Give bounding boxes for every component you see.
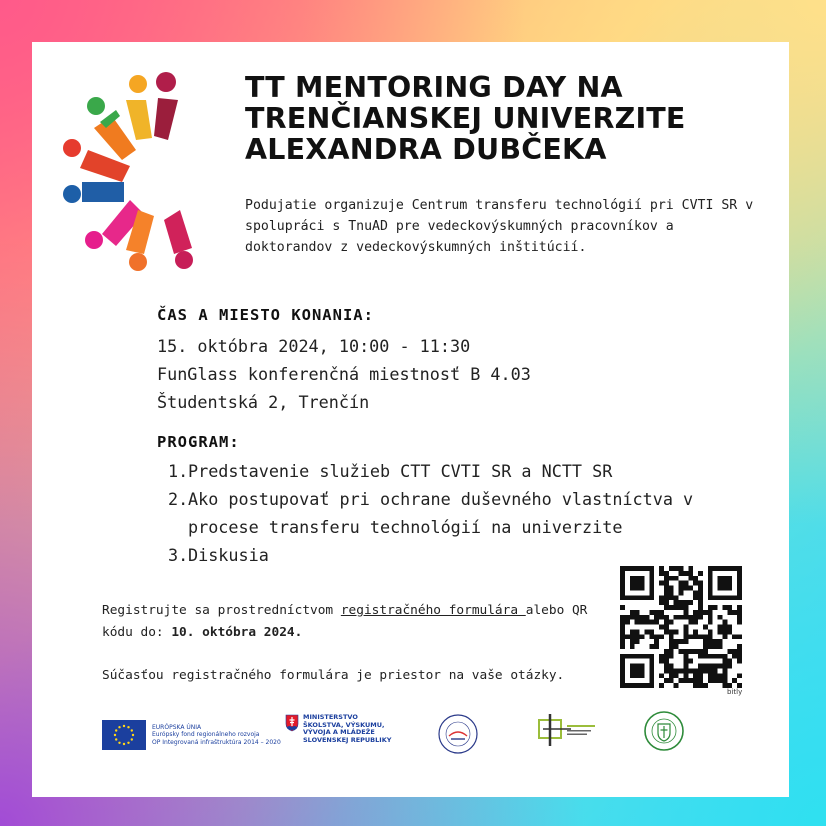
eu-logo-text <box>152 724 281 747</box>
ministry-logo-text <box>303 714 391 744</box>
eu-line-3: OP Integrovaná infraštruktúra 2014 – 2020 <box>152 738 281 746</box>
program-item-number: 1. <box>168 461 189 481</box>
ministry-line-3: VÝVOJA A MLÁDEŽE <box>303 728 375 736</box>
registration-deadline: 10. októbra 2024. <box>171 625 303 640</box>
figure-8 <box>164 210 193 269</box>
registration-qr-code[interactable] <box>620 566 742 688</box>
program-item <box>168 485 728 541</box>
nctt-logo <box>537 712 597 748</box>
event-room: FunGlass konferenčná miestnosť B 4.03 <box>157 364 531 384</box>
title-line-2: TRENČIANSKEJ UNIVERZITE <box>245 102 686 135</box>
title-line-1: TT MENTORING DAY NA <box>245 71 623 104</box>
eu-line-1: EURÓPSKA ÚNIA <box>152 723 202 731</box>
event-date: 15. októbra 2024, 10:00 - 11:30 <box>157 336 471 356</box>
registration-text <box>102 600 602 644</box>
eu-line-2: Európsky fond regionálneho rozvoja <box>152 731 260 739</box>
figure-2 <box>126 75 152 140</box>
figure-5 <box>63 182 124 203</box>
program-item-number: 2. <box>168 489 189 509</box>
qr-bitly-label: bitly <box>727 688 743 696</box>
ministry-logo <box>285 714 391 744</box>
ministry-line-4: SLOVENSKEJ REPUBLIKY <box>303 735 392 744</box>
program-list <box>168 457 728 569</box>
eu-flag-icon <box>102 720 146 750</box>
event-address: Študentská 2, Trenčín <box>157 392 370 412</box>
registration-before: Registrujte sa prostredníctvom <box>102 603 341 618</box>
questions-note: Súčasťou registračného formulára je priestor na vaše otázky. <box>102 668 565 683</box>
registration-form-link[interactable]: registračného formulára <box>340 603 526 618</box>
tnuad-seal-logo <box>642 709 686 753</box>
program-item-number: 3. <box>168 545 189 565</box>
program-item-text: Diskusia <box>188 545 269 565</box>
time-place-block <box>157 332 531 416</box>
partner-logos <box>32 712 789 782</box>
intro-text: Podujatie organizuje Centrum transferu technológií pri CVTI SR v spolupráci s TnuAD pre vedeckovýskumných pracovníkov a doktorandov z vedeckovýskumných inštitúcií. <box>245 198 754 255</box>
eu-logo <box>102 720 281 750</box>
program-item <box>168 541 728 569</box>
program-item-text: Ako postupovať pri ochrane duševného vlastníctva v procese transferu technológií na univerzite <box>188 489 694 537</box>
event-card <box>32 42 789 797</box>
slovak-coat-of-arms-icon <box>285 714 299 732</box>
program-heading: PROGRAM: <box>157 433 240 451</box>
figure-1 <box>154 72 178 140</box>
program-item-text: Predstavenie služieb CTT CVTI SR a NCTT SR <box>188 461 613 481</box>
time-place-heading: ČAS A MIESTO KONANIA: <box>157 306 374 324</box>
event-title <box>245 72 765 165</box>
ctt-seal-logo <box>436 712 480 756</box>
ministry-line-1: MINISTERSTVO <box>303 713 358 721</box>
program-item <box>168 457 728 485</box>
title-line-3: ALEXANDRA DUBČEKA <box>245 133 607 166</box>
registration-after: alebo QR kódu do: <box>102 603 588 640</box>
ministry-line-2: ŠKOLSTVA, VÝSKUMU, <box>303 720 385 729</box>
people-circle-logo <box>60 70 220 280</box>
